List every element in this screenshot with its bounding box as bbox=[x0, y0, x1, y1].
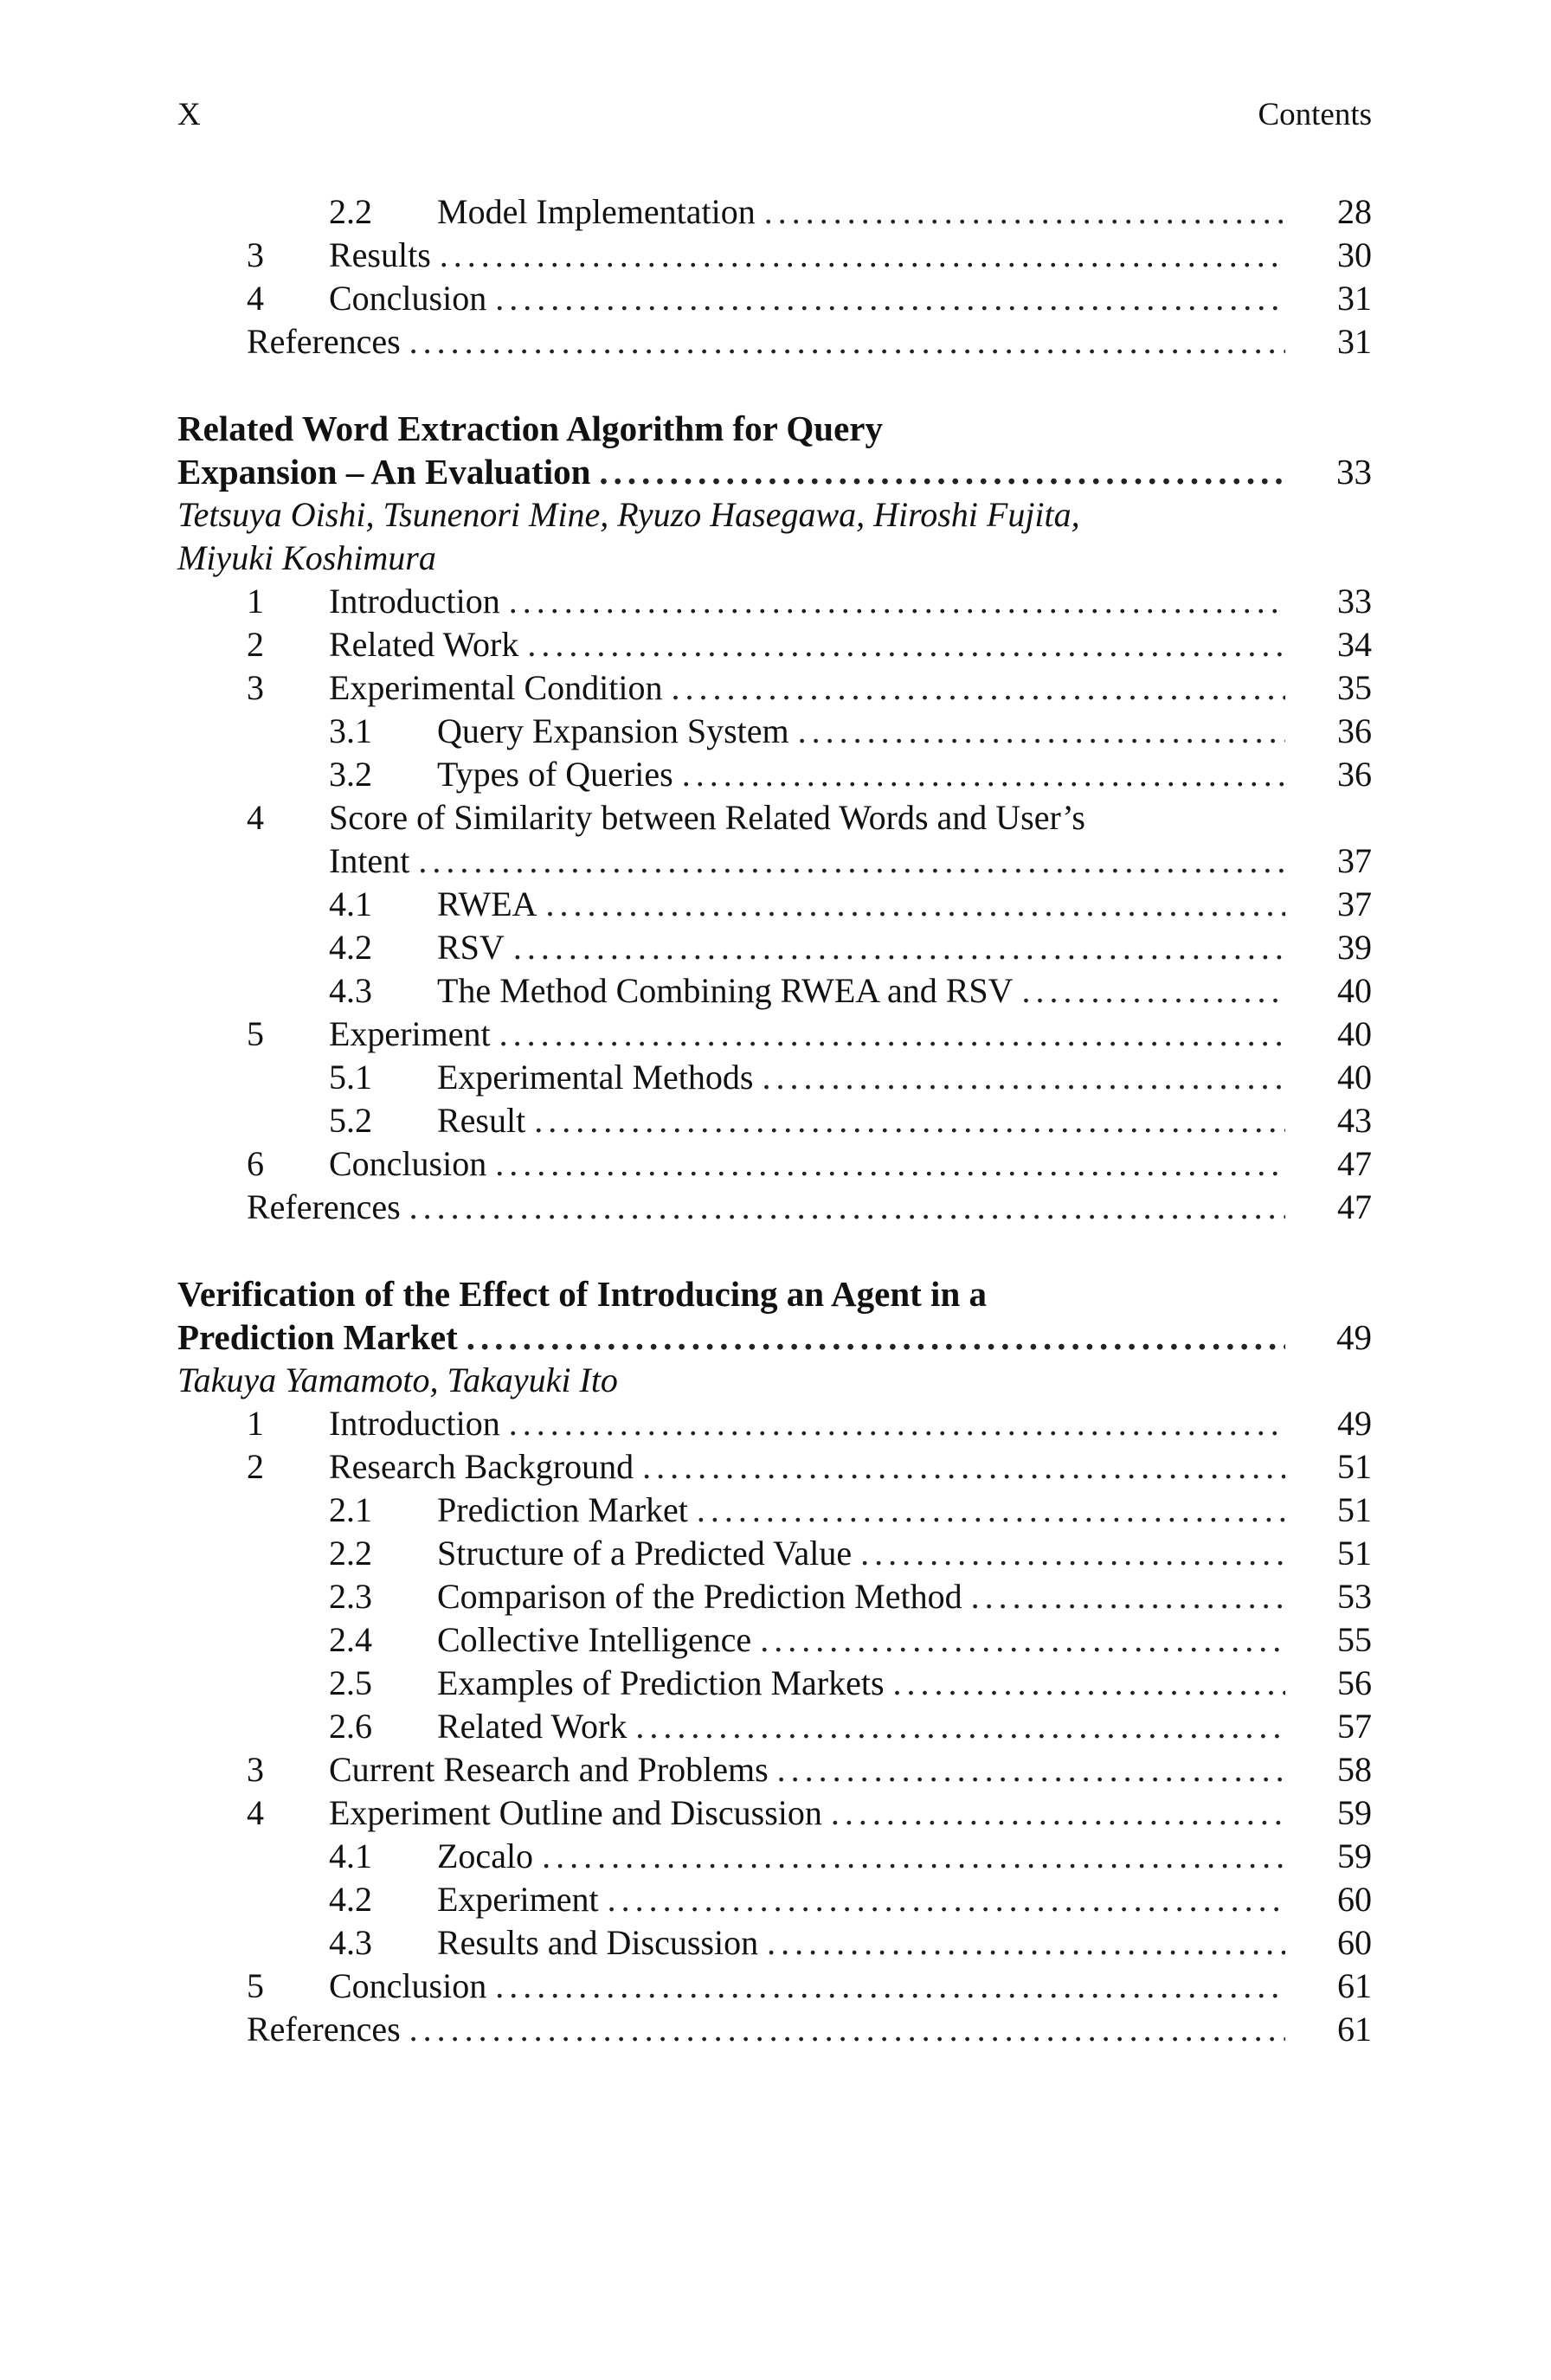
leader-dots bbox=[495, 1142, 1285, 1186]
toc-entry[interactable] bbox=[177, 1489, 1372, 1532]
toc-continuation bbox=[177, 190, 1372, 363]
toc-entry[interactable] bbox=[177, 580, 1372, 623]
toc-entry-number: 1 bbox=[247, 582, 264, 621]
chapter-title: Prediction Market bbox=[177, 1315, 467, 1359]
leader-dots bbox=[762, 1056, 1285, 1099]
leader-dots bbox=[777, 1748, 1285, 1791]
toc-entry[interactable] bbox=[177, 1705, 1372, 1748]
toc-entry-page: 60 bbox=[1337, 1880, 1372, 1919]
toc-entry[interactable] bbox=[177, 623, 1372, 666]
leader-dots bbox=[599, 450, 1285, 493]
leader-dots bbox=[509, 1402, 1285, 1445]
toc-entry-page: 61 bbox=[1337, 1966, 1372, 2005]
toc-entry[interactable] bbox=[177, 883, 1372, 926]
toc-entry-number: 4 bbox=[247, 798, 264, 837]
leader-dots bbox=[608, 1878, 1285, 1921]
toc-entry[interactable] bbox=[177, 1575, 1372, 1618]
toc-entry[interactable] bbox=[177, 1791, 1372, 1835]
toc-entry-page: 28 bbox=[1337, 192, 1372, 231]
toc-entry-number: 4 bbox=[247, 279, 264, 318]
toc-entry-page: 59 bbox=[1337, 1836, 1372, 1875]
toc-entry-page: 43 bbox=[1337, 1101, 1372, 1140]
toc-entry-multiline-cont[interactable] bbox=[177, 839, 1372, 883]
toc-entry-page: 55 bbox=[1337, 1620, 1372, 1659]
authors-line: Takuya Yamamoto, Takayuki Ito bbox=[177, 1360, 618, 1399]
toc-entry-title: Conclusion bbox=[329, 1142, 495, 1186]
table-of-contents bbox=[177, 190, 1372, 2051]
leader-dots bbox=[467, 1315, 1285, 1359]
toc-entry-page: 36 bbox=[1337, 755, 1372, 794]
running-title: Contents bbox=[1258, 97, 1372, 132]
authors-line: Tetsuya Oishi, Tsunenori Mine, Ryuzo Hasegawa, Hiroshi Fujita, bbox=[177, 495, 1080, 534]
spacer bbox=[177, 363, 1372, 407]
toc-entry-page: 51 bbox=[1337, 1447, 1372, 1486]
toc-entry-number: 5 bbox=[247, 1966, 264, 2005]
toc-chapter bbox=[177, 407, 1372, 1229]
toc-entry-title: Current Research and Problems bbox=[329, 1748, 777, 1791]
toc-entry-number: 5.1 bbox=[329, 1058, 372, 1097]
toc-entry[interactable] bbox=[177, 753, 1372, 796]
leader-dots bbox=[672, 666, 1286, 710]
toc-entry-title: Examples of Prediction Markets bbox=[437, 1662, 893, 1705]
leader-dots bbox=[440, 234, 1285, 277]
toc-entry-number: 4.2 bbox=[329, 928, 372, 967]
toc-entry-page: 39 bbox=[1337, 928, 1372, 967]
toc-entry-page: 34 bbox=[1337, 625, 1372, 664]
toc-entry-number: 2.2 bbox=[329, 1534, 372, 1573]
toc-entry-page: 56 bbox=[1337, 1663, 1372, 1702]
toc-entry[interactable] bbox=[177, 234, 1372, 277]
toc-entry-number: 4.3 bbox=[329, 1923, 372, 1962]
toc-entry-title: Introduction bbox=[329, 580, 509, 623]
toc-entry-title: Result bbox=[437, 1099, 534, 1142]
chapter-title: Expansion – An Evaluation bbox=[177, 450, 599, 493]
toc-entry-page: 33 bbox=[1337, 582, 1372, 621]
toc-entry-title: Research Background bbox=[329, 1445, 642, 1489]
toc-entry[interactable] bbox=[177, 1618, 1372, 1662]
leader-dots bbox=[546, 883, 1285, 926]
toc-entry[interactable] bbox=[177, 1878, 1372, 1921]
leader-dots bbox=[409, 1186, 1285, 1229]
leader-dots bbox=[409, 320, 1285, 363]
toc-entry[interactable] bbox=[177, 1835, 1372, 1878]
toc-entry-number: 3.2 bbox=[329, 755, 372, 794]
toc-entry-references[interactable] bbox=[177, 1186, 1372, 1229]
toc-entry-page: 31 bbox=[1337, 322, 1372, 361]
toc-entry-number: 2 bbox=[247, 1447, 264, 1486]
leader-dots bbox=[971, 1575, 1285, 1618]
toc-entry-page: 47 bbox=[1337, 1187, 1372, 1226]
chapter-title-line[interactable] bbox=[177, 1315, 1372, 1359]
toc-entry-number: 2.4 bbox=[329, 1620, 372, 1659]
toc-entry-page: 59 bbox=[1337, 1793, 1372, 1832]
toc-entry-page: 51 bbox=[1337, 1534, 1372, 1573]
authors-line: Miyuki Koshimura bbox=[177, 538, 436, 577]
toc-entry[interactable] bbox=[177, 926, 1372, 969]
leader-dots bbox=[831, 1791, 1285, 1835]
leader-dots bbox=[697, 1489, 1285, 1532]
toc-entry[interactable] bbox=[177, 190, 1372, 234]
toc-entry-references[interactable] bbox=[177, 320, 1372, 363]
toc-entry[interactable] bbox=[177, 1662, 1372, 1705]
toc-entry-title: Related Work bbox=[329, 623, 527, 666]
toc-entry-number: 3 bbox=[247, 668, 264, 707]
leader-dots bbox=[542, 1835, 1285, 1878]
leader-dots bbox=[682, 753, 1285, 796]
chapter-title-line[interactable] bbox=[177, 407, 1372, 450]
leader-dots bbox=[642, 1445, 1285, 1489]
toc-entry-title: References bbox=[247, 1186, 409, 1229]
toc-entry-page: 31 bbox=[1337, 279, 1372, 318]
toc-entry-title: Comparison of the Prediction Method bbox=[437, 1575, 971, 1618]
toc-entry-title: Zocalo bbox=[437, 1835, 542, 1878]
toc-entry-title: The Method Combining RWEA and RSV bbox=[437, 969, 1022, 1013]
toc-entry[interactable] bbox=[177, 666, 1372, 710]
chapter-title: Related Word Extraction Algorithm for Query bbox=[177, 408, 883, 448]
leader-dots bbox=[767, 1921, 1285, 1965]
leader-dots bbox=[499, 1013, 1285, 1056]
toc-entry-page: 35 bbox=[1337, 668, 1372, 707]
toc-entry-page: 58 bbox=[1337, 1750, 1372, 1789]
toc-entry-title: Results and Discussion bbox=[437, 1921, 767, 1965]
leader-dots bbox=[860, 1532, 1285, 1575]
toc-entry-title: Related Work bbox=[437, 1705, 635, 1748]
toc-entry[interactable] bbox=[177, 969, 1372, 1013]
toc-entry[interactable] bbox=[177, 1748, 1372, 1791]
toc-entry-title: Score of Similarity between Related Words and User’s bbox=[329, 798, 1085, 837]
chapter-authors bbox=[177, 1359, 1372, 1402]
toc-entry[interactable] bbox=[177, 1013, 1372, 1056]
toc-entry-number: 2 bbox=[247, 625, 264, 664]
toc-entry-page: 57 bbox=[1337, 1707, 1372, 1746]
toc-entry-title: Collective Intelligence bbox=[437, 1618, 760, 1662]
toc-entry-page: 61 bbox=[1337, 2010, 1372, 2049]
toc-entry-title: Experiment Outline and Discussion bbox=[329, 1791, 831, 1835]
toc-entry-number: 4 bbox=[247, 1793, 264, 1832]
toc-entry-number: 2.2 bbox=[329, 192, 372, 231]
toc-entry-title: RWEA bbox=[437, 883, 546, 926]
toc-entry-title: Prediction Market bbox=[437, 1489, 697, 1532]
toc-entry[interactable] bbox=[177, 1965, 1372, 2008]
leader-dots bbox=[527, 623, 1285, 666]
leader-dots bbox=[509, 580, 1285, 623]
toc-entry-references[interactable] bbox=[177, 2008, 1372, 2051]
chapter-authors bbox=[177, 493, 1372, 537]
leader-dots bbox=[418, 839, 1285, 883]
chapter-page: 49 bbox=[1336, 1317, 1372, 1357]
toc-entry-title: Experiment bbox=[437, 1878, 608, 1921]
toc-entry-title: Types of Queries bbox=[437, 753, 682, 796]
toc-entry[interactable] bbox=[177, 1532, 1372, 1575]
toc-entry-number: 4.2 bbox=[329, 1880, 372, 1919]
chapter-authors bbox=[177, 537, 1372, 580]
toc-entry-number: 4.1 bbox=[329, 1836, 372, 1875]
toc-entry[interactable] bbox=[177, 1142, 1372, 1186]
toc-entry[interactable] bbox=[177, 1402, 1372, 1445]
leader-dots bbox=[534, 1099, 1285, 1142]
chapter-title-line[interactable] bbox=[177, 1272, 1372, 1315]
chapter-title: Verification of the Effect of Introducing an Agent in a bbox=[177, 1274, 987, 1314]
toc-entry-number: 2.3 bbox=[329, 1577, 372, 1616]
leader-dots bbox=[798, 710, 1285, 753]
chapter-page: 33 bbox=[1336, 452, 1372, 492]
toc-entry-page: 40 bbox=[1337, 1058, 1372, 1097]
toc-entry-page: 53 bbox=[1337, 1577, 1372, 1616]
toc-entry-page: 60 bbox=[1337, 1923, 1372, 1962]
toc-entry-number: 2.6 bbox=[329, 1707, 372, 1746]
toc-entry-multiline[interactable] bbox=[177, 796, 1372, 839]
toc-entry-title: Intent bbox=[329, 839, 418, 883]
toc-entry-title: RSV bbox=[437, 926, 513, 969]
leader-dots bbox=[893, 1662, 1285, 1705]
toc-entry[interactable] bbox=[177, 277, 1372, 320]
toc-entry-title: References bbox=[247, 2008, 409, 2051]
toc-entry[interactable] bbox=[177, 710, 1372, 753]
leader-dots bbox=[760, 1618, 1285, 1662]
toc-entry-title: Experiment bbox=[329, 1013, 499, 1056]
toc-entry-number: 5.2 bbox=[329, 1101, 372, 1140]
toc-entry-number: 4.3 bbox=[329, 971, 372, 1010]
toc-entry-page: 51 bbox=[1337, 1490, 1372, 1529]
leader-dots bbox=[495, 1965, 1285, 2008]
toc-entry-page: 49 bbox=[1337, 1404, 1372, 1443]
leader-dots bbox=[495, 277, 1285, 320]
page-folio: X bbox=[177, 97, 201, 132]
toc-entry-title: References bbox=[247, 320, 409, 363]
leader-dots bbox=[764, 190, 1285, 234]
toc-entry[interactable] bbox=[177, 1056, 1372, 1099]
toc-entry-number: 2.1 bbox=[329, 1490, 372, 1529]
toc-entry[interactable] bbox=[177, 1445, 1372, 1489]
toc-entry-number: 6 bbox=[247, 1144, 264, 1183]
toc-entry-title: Model Implementation bbox=[437, 190, 764, 234]
toc-entry-number: 1 bbox=[247, 1404, 264, 1443]
spacer bbox=[177, 1229, 1372, 1272]
toc-entry-page: 40 bbox=[1337, 971, 1372, 1010]
toc-entry-title: Introduction bbox=[329, 1402, 509, 1445]
toc-entry-page: 37 bbox=[1337, 884, 1372, 923]
leader-dots bbox=[513, 926, 1285, 969]
toc-entry-title: Structure of a Predicted Value bbox=[437, 1532, 860, 1575]
toc-entry-page: 30 bbox=[1337, 235, 1372, 274]
running-head bbox=[177, 93, 1372, 137]
toc-entry-title: Query Expansion System bbox=[437, 710, 798, 753]
toc-entry-title: Results bbox=[329, 234, 440, 277]
toc-entry-number: 3.1 bbox=[329, 711, 372, 750]
toc-chapter bbox=[177, 1272, 1372, 2051]
toc-entry[interactable] bbox=[177, 1099, 1372, 1142]
toc-entry-page: 40 bbox=[1337, 1014, 1372, 1053]
toc-entry-number: 5 bbox=[247, 1014, 264, 1053]
toc-entry-title: Conclusion bbox=[329, 1965, 495, 2008]
toc-entry-number: 4.1 bbox=[329, 884, 372, 923]
toc-entry-page: 37 bbox=[1337, 841, 1372, 880]
toc-entry-page: 47 bbox=[1337, 1144, 1372, 1183]
toc-entry-title: Experimental Condition bbox=[329, 666, 672, 710]
toc-entry-number: 3 bbox=[247, 235, 264, 274]
toc-entry-title: Conclusion bbox=[329, 277, 495, 320]
chapter-title-line[interactable] bbox=[177, 450, 1372, 493]
toc-entry-number: 3 bbox=[247, 1750, 264, 1789]
leader-dots bbox=[409, 2008, 1285, 2051]
toc-entry-number: 2.5 bbox=[329, 1663, 372, 1702]
toc-entry-page: 36 bbox=[1337, 711, 1372, 750]
leader-dots bbox=[635, 1705, 1285, 1748]
toc-entry[interactable] bbox=[177, 1921, 1372, 1965]
leader-dots bbox=[1022, 969, 1285, 1013]
toc-entry-title: Experimental Methods bbox=[437, 1056, 762, 1099]
